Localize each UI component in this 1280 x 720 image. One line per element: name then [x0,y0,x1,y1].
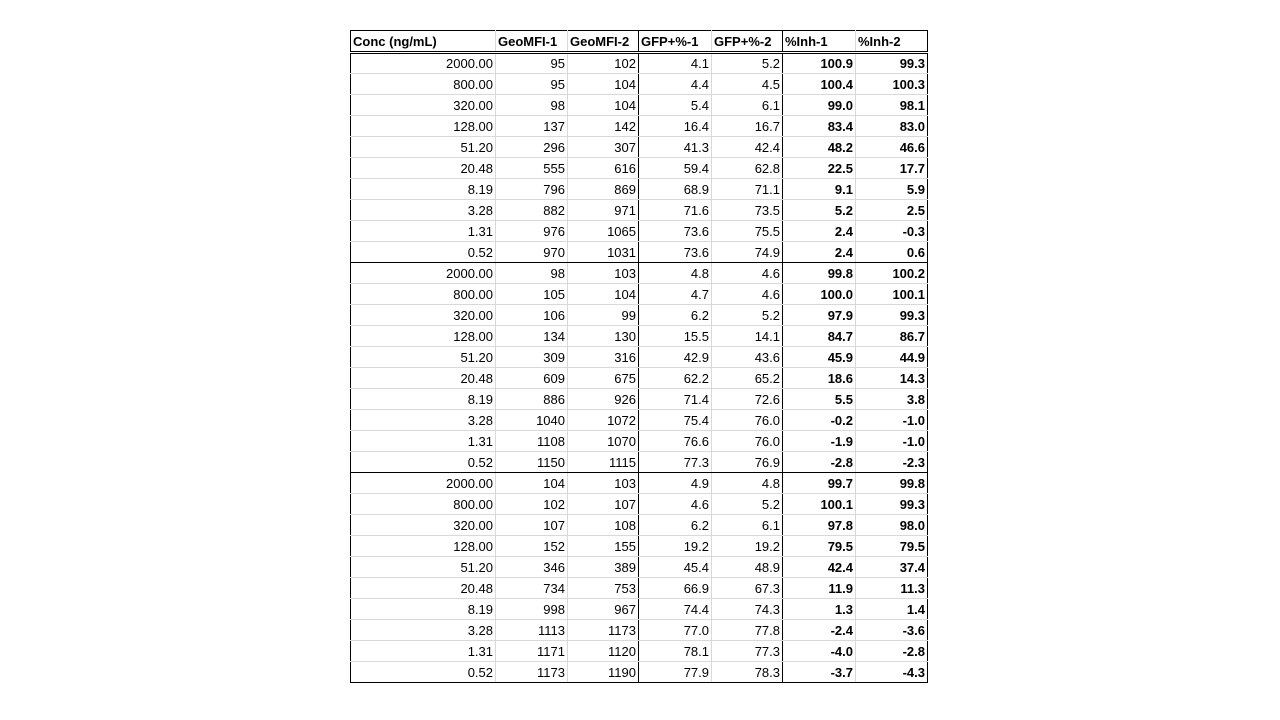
table-row [351,431,928,452]
cell-inh-2[interactable]: -3.6 [856,620,928,641]
cell-geomfi-1[interactable]: 102 [496,494,568,515]
cell-gfp-2[interactable]: 76.0 [712,431,783,452]
cell-geomfi-2[interactable]: 104 [568,74,639,95]
cell-inh-2[interactable]: 98.0 [856,515,928,536]
cell-gfp-1[interactable]: 6.2 [639,305,712,326]
cell-gfp-1[interactable]: 76.6 [639,431,712,452]
cell-gfp-2[interactable]: 43.6 [712,347,783,368]
cell-inh-1[interactable]: -2.8 [783,452,856,473]
table-row [351,515,928,536]
cell-geomfi-2[interactable]: 108 [568,515,639,536]
cell-gfp-2[interactable]: 4.8 [712,473,783,494]
cell-gfp-1[interactable]: 66.9 [639,578,712,599]
cell-conc[interactable]: 51.20 [351,557,496,578]
cell-inh-2[interactable]: 99.3 [856,494,928,515]
cell-geomfi-2[interactable]: 753 [568,578,639,599]
data-sheet [350,30,928,683]
cell-inh-1[interactable]: -4.0 [783,641,856,662]
cell-inh-1[interactable]: 79.5 [783,536,856,557]
cell-inh-1[interactable]: 11.9 [783,578,856,599]
cell-conc[interactable]: 1.31 [351,641,496,662]
cell-conc[interactable]: 1.31 [351,431,496,452]
cell-geomfi-1[interactable]: 1173 [496,662,568,683]
cell-geomfi-1[interactable]: 976 [496,221,568,242]
cell-inh-2[interactable]: -0.3 [856,221,928,242]
cell-gfp-2[interactable]: 5.2 [712,494,783,515]
cell-geomfi-2[interactable]: 99 [568,305,639,326]
cell-inh-1[interactable]: -1.9 [783,431,856,452]
cell-gfp-1[interactable]: 4.7 [639,284,712,305]
cell-inh-2[interactable]: 100.2 [856,263,928,284]
header-conc[interactable]: Conc (ng/mL) [351,31,496,53]
cell-inh-2[interactable]: 17.7 [856,158,928,179]
cell-geomfi-1[interactable]: 555 [496,158,568,179]
cell-geomfi-1[interactable]: 134 [496,326,568,347]
table-row [351,158,928,179]
cell-conc[interactable]: 128.00 [351,536,496,557]
cell-geomfi-1[interactable]: 106 [496,305,568,326]
table-body [351,53,928,683]
cell-gfp-2[interactable]: 4.6 [712,263,783,284]
cell-inh-1[interactable]: 100.9 [783,53,856,74]
cell-gfp-1[interactable]: 4.6 [639,494,712,515]
cell-conc[interactable]: 3.28 [351,200,496,221]
cell-conc[interactable]: 320.00 [351,95,496,116]
cell-inh-1[interactable]: -3.7 [783,662,856,683]
cell-geomfi-1[interactable]: 1113 [496,620,568,641]
cell-conc[interactable]: 8.19 [351,389,496,410]
cell-inh-1[interactable]: 97.9 [783,305,856,326]
table-row [351,494,928,515]
cell-geomfi-2[interactable]: 926 [568,389,639,410]
cell-inh-1[interactable]: 84.7 [783,326,856,347]
cell-geomfi-2[interactable]: 869 [568,179,639,200]
table-row [351,179,928,200]
cell-inh-2[interactable]: 0.6 [856,242,928,263]
cell-inh-2[interactable]: 99.8 [856,473,928,494]
cell-geomfi-1[interactable]: 105 [496,284,568,305]
cell-geomfi-2[interactable]: 1031 [568,242,639,263]
cell-gfp-2[interactable]: 6.1 [712,95,783,116]
cell-geomfi-2[interactable]: 103 [568,263,639,284]
cell-conc[interactable]: 8.19 [351,599,496,620]
table-row [351,221,928,242]
cell-geomfi-1[interactable]: 152 [496,536,568,557]
cell-conc[interactable]: 0.52 [351,242,496,263]
cell-gfp-2[interactable]: 4.5 [712,74,783,95]
cell-inh-2[interactable]: -1.0 [856,410,928,431]
cell-inh-2[interactable]: 3.8 [856,389,928,410]
cell-gfp-2[interactable]: 74.9 [712,242,783,263]
cell-gfp-2[interactable]: 73.5 [712,200,783,221]
cell-gfp-2[interactable]: 77.8 [712,620,783,641]
cell-inh-1[interactable]: 2.4 [783,242,856,263]
cell-inh-2[interactable]: 2.5 [856,200,928,221]
cell-gfp-2[interactable]: 42.4 [712,137,783,158]
cell-geomfi-1[interactable]: 107 [496,515,568,536]
cell-conc[interactable]: 320.00 [351,305,496,326]
cell-geomfi-1[interactable]: 882 [496,200,568,221]
cell-conc[interactable]: 51.20 [351,137,496,158]
header-gfp-1[interactable]: GFP+%-1 [639,31,712,53]
table-row [351,284,928,305]
cell-geomfi-2[interactable]: 616 [568,158,639,179]
cell-inh-1[interactable]: 42.4 [783,557,856,578]
cell-conc[interactable]: 128.00 [351,326,496,347]
cell-inh-2[interactable]: 11.3 [856,578,928,599]
table-row [351,389,928,410]
cell-inh-2[interactable]: 98.1 [856,95,928,116]
cell-gfp-2[interactable]: 14.1 [712,326,783,347]
cell-inh-2[interactable]: 5.9 [856,179,928,200]
cell-gfp-1[interactable]: 68.9 [639,179,712,200]
cell-geomfi-1[interactable]: 796 [496,179,568,200]
cell-geomfi-2[interactable]: 1115 [568,452,639,473]
cell-conc[interactable]: 20.48 [351,158,496,179]
cell-geomfi-1[interactable]: 970 [496,242,568,263]
table-row [351,263,928,284]
table-row [351,53,928,74]
header-geomfi-2[interactable]: GeoMFI-2 [568,31,639,53]
cell-gfp-1[interactable]: 19.2 [639,536,712,557]
cell-conc[interactable]: 0.52 [351,662,496,683]
cell-gfp-2[interactable]: 75.5 [712,221,783,242]
cell-gfp-1[interactable]: 4.1 [639,53,712,74]
table-row [351,137,928,158]
cell-gfp-2[interactable]: 72.6 [712,389,783,410]
cell-inh-2[interactable]: 14.3 [856,368,928,389]
cell-gfp-1[interactable]: 15.5 [639,326,712,347]
cell-inh-2[interactable]: 37.4 [856,557,928,578]
table-row [351,347,928,368]
table-row [351,536,928,557]
cell-gfp-1[interactable]: 77.3 [639,452,712,473]
cell-gfp-2[interactable]: 76.9 [712,452,783,473]
cell-inh-2[interactable]: 79.5 [856,536,928,557]
cell-geomfi-2[interactable]: 104 [568,284,639,305]
cell-geomfi-2[interactable]: 1173 [568,620,639,641]
cell-inh-2[interactable]: -2.8 [856,641,928,662]
cell-gfp-2[interactable]: 71.1 [712,179,783,200]
cell-geomfi-2[interactable]: 155 [568,536,639,557]
cell-geomfi-1[interactable]: 734 [496,578,568,599]
cell-gfp-1[interactable]: 4.8 [639,263,712,284]
table-row [351,200,928,221]
cell-conc[interactable]: 3.28 [351,620,496,641]
table-row [351,74,928,95]
cell-geomfi-2[interactable]: 967 [568,599,639,620]
table-row [351,242,928,263]
cell-gfp-2[interactable]: 62.8 [712,158,783,179]
table-row [351,641,928,662]
cell-geomfi-1[interactable]: 609 [496,368,568,389]
cell-inh-1[interactable]: 99.7 [783,473,856,494]
cell-geomfi-2[interactable]: 307 [568,137,639,158]
cell-inh-2[interactable]: 46.6 [856,137,928,158]
cell-geomfi-1[interactable]: 346 [496,557,568,578]
cell-inh-1[interactable]: -2.4 [783,620,856,641]
cell-gfp-2[interactable]: 5.2 [712,53,783,74]
cell-geomfi-1[interactable]: 95 [496,74,568,95]
cell-gfp-2[interactable]: 4.6 [712,284,783,305]
cell-geomfi-2[interactable]: 675 [568,368,639,389]
cell-inh-1[interactable]: 48.2 [783,137,856,158]
cell-conc[interactable]: 0.52 [351,452,496,473]
cell-inh-2[interactable]: 100.1 [856,284,928,305]
cell-inh-2[interactable]: -4.3 [856,662,928,683]
cell-gfp-2[interactable]: 6.1 [712,515,783,536]
cell-gfp-1[interactable]: 78.1 [639,641,712,662]
cell-inh-1[interactable]: 5.5 [783,389,856,410]
cell-gfp-1[interactable]: 4.9 [639,473,712,494]
cell-geomfi-1[interactable]: 98 [496,95,568,116]
cell-inh-1[interactable]: 2.4 [783,221,856,242]
cell-geomfi-2[interactable]: 971 [568,200,639,221]
cell-conc[interactable]: 2000.00 [351,473,496,494]
cell-geomfi-2[interactable]: 389 [568,557,639,578]
cell-inh-2[interactable]: -1.0 [856,431,928,452]
cell-geomfi-1[interactable]: 296 [496,137,568,158]
table-row [351,368,928,389]
cell-gfp-1[interactable]: 77.9 [639,662,712,683]
cell-geomfi-2[interactable]: 104 [568,95,639,116]
cell-conc[interactable]: 51.20 [351,347,496,368]
cell-inh-2[interactable]: 99.3 [856,53,928,74]
cell-geomfi-2[interactable]: 107 [568,494,639,515]
cell-inh-1[interactable]: 18.6 [783,368,856,389]
cell-geomfi-1[interactable]: 309 [496,347,568,368]
table-row [351,326,928,347]
table-row [351,116,928,137]
cell-geomfi-1[interactable]: 1108 [496,431,568,452]
cell-gfp-1[interactable]: 6.2 [639,515,712,536]
cell-geomfi-1[interactable]: 104 [496,473,568,494]
cell-inh-1[interactable]: 83.4 [783,116,856,137]
cell-inh-1[interactable]: 99.8 [783,263,856,284]
header-row [351,31,928,53]
table-row [351,578,928,599]
cell-gfp-1[interactable]: 77.0 [639,620,712,641]
cell-gfp-2[interactable]: 5.2 [712,305,783,326]
cell-inh-2[interactable]: 99.3 [856,305,928,326]
table-row [351,662,928,683]
cell-inh-1[interactable]: 1.3 [783,599,856,620]
cell-gfp-1[interactable]: 71.6 [639,200,712,221]
cell-geomfi-2[interactable]: 1065 [568,221,639,242]
table-row [351,410,928,431]
cell-gfp-1[interactable]: 73.6 [639,221,712,242]
cell-inh-1[interactable]: 5.2 [783,200,856,221]
cell-gfp-2[interactable]: 48.9 [712,557,783,578]
cell-geomfi-1[interactable]: 137 [496,116,568,137]
cell-geomfi-2[interactable]: 130 [568,326,639,347]
header-gfp-2[interactable]: GFP+%-2 [712,31,783,53]
cell-gfp-1[interactable]: 16.4 [639,116,712,137]
cell-conc[interactable]: 1.31 [351,221,496,242]
cell-inh-1[interactable]: 97.8 [783,515,856,536]
table-row [351,95,928,116]
cell-conc[interactable]: 20.48 [351,368,496,389]
cell-conc[interactable]: 8.19 [351,179,496,200]
table-row [351,620,928,641]
cell-geomfi-1[interactable]: 886 [496,389,568,410]
cell-inh-2[interactable]: 100.3 [856,74,928,95]
cell-gfp-1[interactable]: 45.4 [639,557,712,578]
table-row [351,473,928,494]
cell-inh-1[interactable]: 45.9 [783,347,856,368]
cell-inh-1[interactable]: 9.1 [783,179,856,200]
cell-gfp-2[interactable]: 65.2 [712,368,783,389]
cell-gfp-1[interactable]: 75.4 [639,410,712,431]
cell-gfp-2[interactable]: 19.2 [712,536,783,557]
cell-inh-2[interactable]: 86.7 [856,326,928,347]
header-inh-2[interactable]: %Inh-2 [856,31,928,53]
cell-geomfi-2[interactable]: 142 [568,116,639,137]
cell-inh-1[interactable]: 22.5 [783,158,856,179]
table-row [351,599,928,620]
cell-gfp-2[interactable]: 16.7 [712,116,783,137]
cell-gfp-1[interactable]: 59.4 [639,158,712,179]
cell-conc[interactable]: 2000.00 [351,53,496,74]
cell-inh-1[interactable]: 100.0 [783,284,856,305]
cell-gfp-1[interactable]: 71.4 [639,389,712,410]
cell-conc[interactable]: 3.28 [351,410,496,431]
cell-geomfi-1[interactable]: 95 [496,53,568,74]
table-row [351,452,928,473]
cell-geomfi-2[interactable]: 1190 [568,662,639,683]
cell-gfp-2[interactable]: 78.3 [712,662,783,683]
cell-inh-2[interactable]: 1.4 [856,599,928,620]
cell-gfp-1[interactable]: 41.3 [639,137,712,158]
cell-geomfi-1[interactable]: 998 [496,599,568,620]
cell-geomfi-2[interactable]: 102 [568,53,639,74]
header-geomfi-1[interactable]: GeoMFI-1 [496,31,568,53]
cell-gfp-1[interactable]: 5.4 [639,95,712,116]
cell-inh-1[interactable]: 100.1 [783,494,856,515]
results-table [350,30,928,683]
cell-gfp-1[interactable]: 74.4 [639,599,712,620]
cell-geomfi-1[interactable]: 1150 [496,452,568,473]
cell-geomfi-1[interactable]: 1040 [496,410,568,431]
cell-gfp-2[interactable]: 67.3 [712,578,783,599]
cell-gfp-1[interactable]: 62.2 [639,368,712,389]
cell-geomfi-2[interactable]: 1120 [568,641,639,662]
header-inh-1[interactable]: %Inh-1 [783,31,856,53]
cell-inh-2[interactable]: 44.9 [856,347,928,368]
cell-conc[interactable]: 800.00 [351,494,496,515]
cell-inh-2[interactable]: -2.3 [856,452,928,473]
cell-conc[interactable]: 800.00 [351,284,496,305]
cell-gfp-1[interactable]: 73.6 [639,242,712,263]
cell-geomfi-2[interactable]: 103 [568,473,639,494]
cell-inh-1[interactable]: 100.4 [783,74,856,95]
table-row [351,557,928,578]
cell-inh-1[interactable]: -0.2 [783,410,856,431]
cell-conc[interactable]: 2000.00 [351,263,496,284]
cell-conc[interactable]: 320.00 [351,515,496,536]
cell-conc[interactable]: 128.00 [351,116,496,137]
cell-geomfi-1[interactable]: 1171 [496,641,568,662]
cell-gfp-1[interactable]: 4.4 [639,74,712,95]
cell-geomfi-2[interactable]: 316 [568,347,639,368]
cell-gfp-2[interactable]: 74.3 [712,599,783,620]
cell-gfp-1[interactable]: 42.9 [639,347,712,368]
cell-conc[interactable]: 20.48 [351,578,496,599]
cell-gfp-2[interactable]: 77.3 [712,641,783,662]
cell-gfp-2[interactable]: 76.0 [712,410,783,431]
cell-conc[interactable]: 800.00 [351,74,496,95]
cell-geomfi-2[interactable]: 1072 [568,410,639,431]
cell-geomfi-2[interactable]: 1070 [568,431,639,452]
cell-inh-2[interactable]: 83.0 [856,116,928,137]
cell-geomfi-1[interactable]: 98 [496,263,568,284]
table-row [351,305,928,326]
cell-inh-1[interactable]: 99.0 [783,95,856,116]
